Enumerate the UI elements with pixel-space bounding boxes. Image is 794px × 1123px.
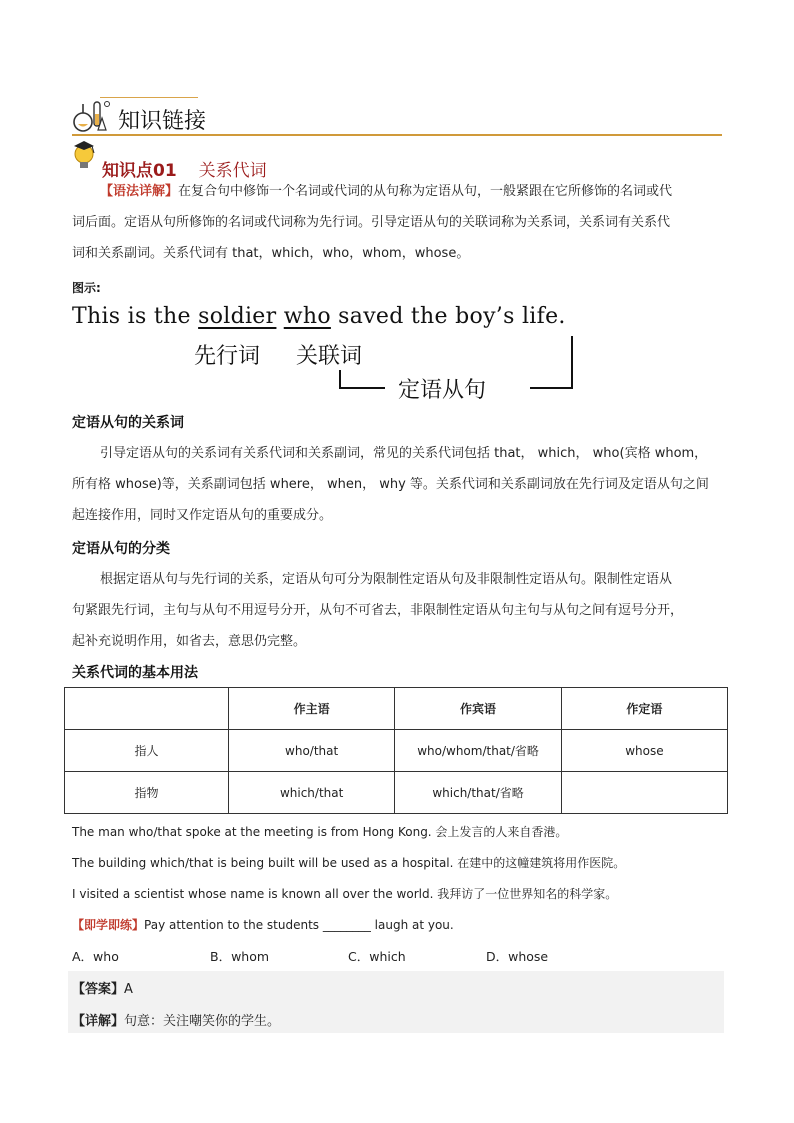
grammar-tag: 【语法详解】	[100, 184, 179, 199]
antecedent-word: soldier	[198, 304, 277, 329]
practice-question: 【即学即练】Pay attention to the students ________ laugh at you.	[72, 918, 454, 932]
classify-line-2: 句紧跟先行词，主句与从句不用逗号分开，从句不可省去，非限制性定语从句主句与从句之间有逗号分开，	[72, 603, 684, 618]
relative-word: who	[283, 304, 331, 329]
answer-line	[72, 978, 133, 997]
header-top-line	[100, 97, 198, 98]
practice-tag: 【即学即练】	[72, 918, 145, 932]
table-row	[65, 730, 728, 772]
grammar-line-1: 【语法详解】在复合句中修饰一个名词或代词的从句称为定语从句，一般紧跟在它所修饰的名词或代	[100, 184, 673, 199]
example-sentence: The man who/that spoke at the meeting is from Hong Kong. 会上发言的人来自香港。	[72, 825, 568, 839]
explain-tag: 【详解】	[72, 1014, 125, 1029]
table-cell: 指人	[65, 730, 229, 772]
table-cell: whose	[561, 730, 727, 772]
table-cell: which/that	[228, 772, 394, 814]
table-row	[65, 772, 728, 814]
lab-flask-icon	[70, 96, 114, 134]
label-clause: 定语从句	[398, 378, 487, 403]
label-antecedent: 先行词	[194, 344, 261, 369]
table-cell: who/that	[228, 730, 394, 772]
answer-tag: 【答案】	[72, 982, 125, 997]
table-header-cell	[65, 688, 229, 730]
grammar-line-2: 词后面。定语从句所修饰的名词或代词称为先行词。引导定语从句的关联词称为关系词，关系词有关系代	[72, 215, 671, 230]
relwords-line-3: 起连接作用，同时又作定语从句的重要成分。	[72, 508, 333, 523]
option-a: A．who	[72, 949, 119, 964]
option-c: C．which	[348, 949, 406, 964]
option-d: D．whose	[486, 949, 549, 964]
table-header-cell: 作主语	[228, 688, 394, 730]
example-sentence: The building which/that is being built will be used as a hospital. 在建中的这幢建筑将用作医院。	[72, 856, 626, 870]
usage-heading: 关系代词的基本用法	[72, 665, 198, 681]
lightbulb-icon	[70, 140, 100, 172]
relwords-line-1: 引导定语从句的关系词有关系代词和关系副词，常见的关系代词包括 that， which， who(宾格 whom，	[100, 446, 708, 461]
example-sentence: I visited a scientist whose name is known all over the world. 我拜访了一位世界知名的科学家。	[72, 887, 618, 901]
knowledge-point-name: 关系代词	[198, 161, 267, 181]
relwords-heading: 定语从句的关系词	[72, 415, 184, 431]
explain-text: 句意：关注嘲笑你的学生。	[124, 1014, 281, 1029]
label-relative: 关联词	[296, 344, 363, 369]
option-b: B．whom	[210, 949, 270, 964]
explain-line	[72, 1010, 280, 1029]
table-header-cell: 作宾语	[395, 688, 562, 730]
usage-table	[64, 687, 728, 814]
relwords-line-2: 所有格 whose)等，关系副词包括 where， when， why 等。关系代词和关系副词放在先行词及定语从句之间	[72, 477, 709, 492]
table-cell: which/that/省略	[395, 772, 562, 814]
knowledge-point-number: 知识点01	[102, 161, 177, 181]
section-title: 知识链接	[118, 109, 207, 134]
classify-line-3: 起补充说明作用，如省去，意思仍完整。	[72, 634, 307, 649]
table-cell: 指物	[65, 772, 229, 814]
table-header-row	[65, 688, 728, 730]
grammar-line-3: 词和关系副词。关系代词有 that，which，who，whom，whose。	[72, 246, 470, 261]
table-cell: who/whom/that/省略	[395, 730, 562, 772]
classify-line-1: 根据定语从句与先行词的关系，定语从句可分为限制性定语从句及非限制性定语从句。限制性定语从	[100, 572, 673, 587]
table-header-cell: 作定语	[561, 688, 727, 730]
diagram-caption: 图示:	[72, 281, 101, 295]
diagram-sentence: This is the soldier who saved the boy’s life.	[72, 304, 566, 329]
classify-heading: 定语从句的分类	[72, 541, 170, 557]
table-cell	[561, 772, 727, 814]
answer-value: A	[124, 982, 133, 997]
header-rule	[72, 134, 722, 136]
